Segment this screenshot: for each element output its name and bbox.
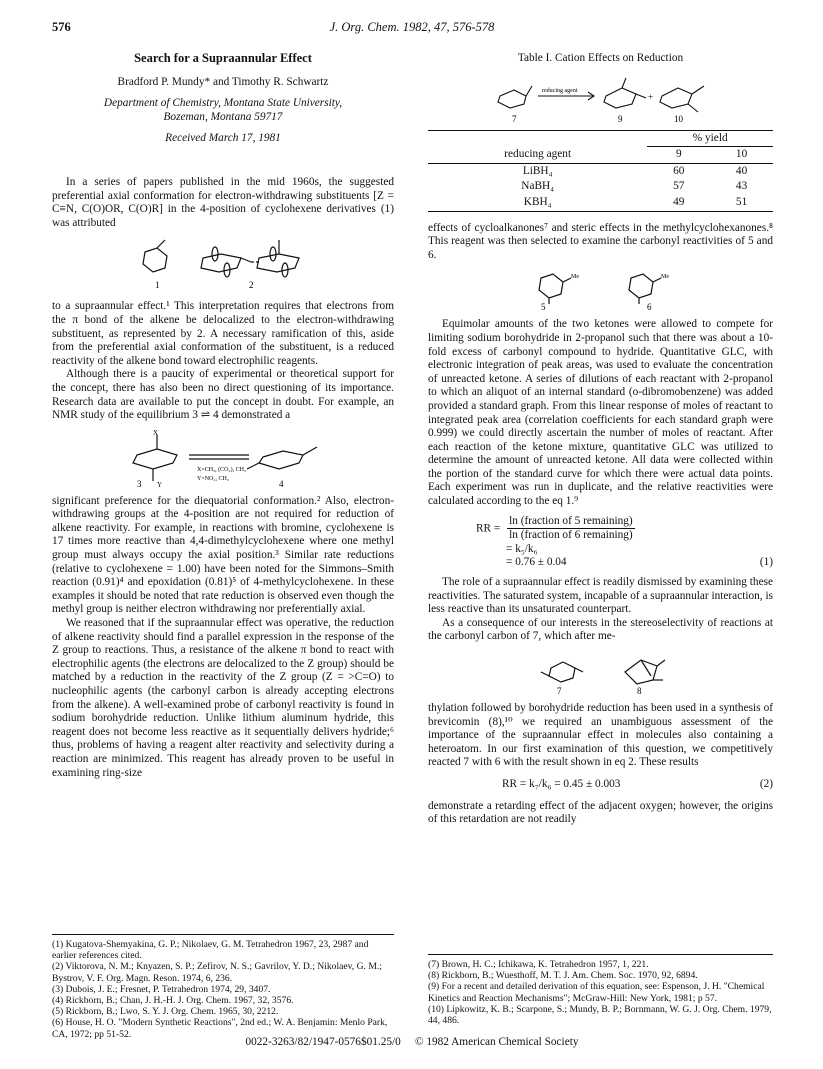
authors: Bradford P. Mundy* and Timothy R. Schwartz — [117, 75, 329, 88]
compound-label-5: 5 — [540, 302, 545, 313]
condition-x: X=CH₃, (CO₂), CH₃ — [197, 466, 246, 473]
footnotes-right — [428, 954, 773, 1026]
substituent-x: X — [153, 428, 159, 437]
footnotes-left — [52, 934, 394, 1040]
structure-3-4-equilibrium — [113, 429, 333, 489]
footnote: (1) Kugatova-Shemyakina, G. P.; Nikolaev, G. M. Tetrahedron 1967, 23, 2987 and earlier references cited. — [52, 939, 369, 962]
compound-label-9: 9 — [617, 113, 622, 124]
paragraph-9: As a consequence of our interests in the stereoselectivity of reactions at the carbonyl carbon of 7, which after me- — [428, 616, 773, 643]
yield-header: % yield — [647, 130, 773, 147]
compound-label-8: 8 — [636, 686, 641, 696]
footnote: (2) Viktorova, N. M.; Knyazen, S. P.; Zefirov, N. S.; Gavrilov, Y. D.; Nikolaev, G. M.; Bystrov, V. F. Org. Magn. Reson. 1974, 6, 236. — [52, 961, 382, 984]
structure-label-3: 3 — [137, 478, 142, 489]
plus-sign: + — [647, 91, 653, 102]
condition-y: Y=NO₂, CH₃ — [197, 475, 229, 482]
footnote: (7) Brown, H. C.; Ichikawa, K. Tetrahedron 1957, 1, 221. — [428, 959, 649, 970]
structure-5-6-diagram — [501, 268, 701, 312]
eq1-denominator: ln (fraction of 6 remaining) — [509, 529, 633, 542]
compound-label-6: 6 — [646, 302, 651, 313]
page-header — [52, 20, 772, 38]
compound-label-7: 7 — [511, 113, 516, 124]
page-number: 576 — [52, 20, 71, 34]
eq1-line-2: = k₅/k₆ — [506, 542, 538, 555]
paragraph-1: In a series of papers published in the mid 1960s, the suggested preferential axial conformation for electron-withdrawing substituents [Z = C≡N, C(O)OR, C(O)R] in the 4-position of cyclohexene derivatives (1) was attributed — [52, 175, 394, 229]
page-footer — [52, 1036, 772, 1048]
affiliation — [52, 97, 394, 124]
equation-2 — [428, 778, 773, 792]
methyl-label-6: Me — [660, 274, 669, 281]
left-column — [52, 52, 394, 780]
col-header-10: 10 — [735, 148, 748, 161]
paragraph-10: thylation followed by borohydride reduction has been used in a synthesis of brevicomin (8),¹⁰ we required an unambiguous assessment of the importance of the supraannular effect in molecules also containing a heteroatom. In our first examination of this question, we competitively reacted 7 with 6 with the result shown in eq 2. These results — [428, 702, 773, 769]
reducing-agent-label: reducing agent — [541, 87, 577, 94]
article-code: 0022-3263/82/1947-0576$01.25/0 — [245, 1036, 401, 1048]
eq1-number: (1) — [759, 556, 773, 569]
footnote: (9) For a recent and detailed derivation of this equation, see: Espenson, J. H. "Chemical Kinetics and Reaction Mechanisms"; McGraw-Hill: New York, 1981; p 57. — [428, 981, 765, 1004]
col-header-9: 9 — [675, 148, 682, 161]
paragraph-4: significant preference for the diequatorial conformation.² Also, electron-withdrawing groups at the 4-position are not required for reduction of alkene reactivity. For example, in reactions with bromine, cyclohexene is 17 times more reactive than 4,4-dimethylcyclohexene where one methyl group must always occupy the axial position.³ Similar rate reductions (relative to cyclohexene = 1.00) have been noted for the Simmons–Smith reaction (0.91)⁴ and epoxidation (0.81)⁵ of 4-methylcyclohexene. In these examples it should be noted that rate reduction is observed even though the methyl group is neither electron withdrawing nor preferentially axial. — [52, 494, 394, 616]
right-column — [428, 52, 773, 827]
footnote: (6) House, H. O. "Modern Synthetic Reactions", 2nd ed.; W. A. Benjamin: Menlo Park, CA, 1972; pp 51-52. — [52, 1017, 388, 1040]
table-reaction-scheme — [476, 72, 726, 124]
table-row: KBH₄ 49 51 — [428, 195, 773, 211]
table-row: LiBH₄ 60 40 — [522, 164, 748, 177]
footnote: (8) Rickborn, B.; Wuesthoff, M. T. J. Am. Chem. Soc. 1970, 92, 6894. — [428, 970, 698, 982]
compound-label-10: 10 — [673, 113, 683, 124]
eq1-line-3: = 0.76 ± 0.04 — [506, 556, 567, 569]
footnote: (10) Lipkowitz, K. B.; Scarpone, S.; Mundy, B. P.; Bornmann, W. G. J. Org. Chem. 1979, 44, 486. — [428, 1003, 772, 1027]
substituent-y: Y — [157, 480, 163, 489]
table-title: Table I. Cation Effects on Reduction — [517, 52, 684, 64]
paragraph-3: Although there is a paucity of experimental or theoretical support for the concept, there has also been no direct questioning of its importance. Research data are available to put the concept in doubt. For example, an NMR study of the equilibrium 3 ⇌ 4 demonstrated a — [52, 368, 394, 422]
paragraph-7: Equimolar amounts of the two ketones were allowed to compete for limiting sodium borohydride in 2-propanol such that there was about a 10-fold excess of carbonyl compound to hydride. Quantitative GLC, with electronic integration of peak areas, was used to evaluate the concentration of unreacted ketone. A series of dilutions of each reactant with 2-propanol to which an aliquot of an internal standard (o-dibromobenzene) was added provided a standard graph. From this linear response of moles of reactant to integrated peak area (correlation coefficients for each standard graph were 0.999) we could directly ascertain the number of moles of reactant. After each reaction of the ketone mixture, quantitative GLC was utilized to determine the amount of unreacted ketone. All data were collected within the portion of the standard curve for which there were actual data points. Each experiment was run in duplicate, and the relative reactivities were calculated according to the eq 1.⁹ — [428, 318, 773, 508]
structure-label-1: 1 — [155, 280, 160, 291]
cation-effects-table — [428, 130, 773, 212]
journal-citation: J. Org. Chem. 1982, 47, 576-578 — [329, 20, 495, 34]
paragraph-6: effects of cycloalkanones⁷ and steric effects in the methylcyclohexanones.⁸ This reagent was then selected to examine the carbonyl reactivities of 5 and 6. — [428, 221, 773, 261]
col-header-agent: reducing agent — [504, 147, 572, 160]
received-date: Received March 17, 1981 — [165, 132, 281, 145]
footnote: (5) Rickborn, B.; Lwo, S. Y. J. Org. Chem. 1965, 30, 2212. — [52, 1006, 279, 1018]
structure-label-4: 4 — [279, 478, 284, 489]
eq2-number: (2) — [759, 777, 773, 790]
equation-1 — [428, 515, 773, 570]
table-row: NaBH₄ 57 43 — [521, 180, 748, 193]
eq1-numerator: ln (fraction of 5 remaining) — [507, 515, 635, 530]
affiliation-line-1: Department of Chemistry, Montana State University, — [103, 97, 343, 110]
paragraph-11: demonstrate a retarding effect of the adjacent oxygen; however, the origins of this retardation are not readily — [428, 799, 773, 826]
paragraph-8: The role of a supraannular effect is readily dismissed by examining these reactivities. The saturated system, incapable of a supraannular interaction, is less reactive than its unsaturated counterpart. — [428, 576, 773, 616]
methyl-label-5: Me — [570, 274, 579, 281]
footnote: (4) Rickborn, B.; Chan, J. H.-H. J. Org. Chem. 1967, 32, 3576. — [52, 995, 294, 1007]
copyright: © 1982 American Chemical Society — [414, 1036, 579, 1048]
structure-label-2: 2 — [249, 280, 254, 291]
eq2-body: RR = k₇/k₆ = 0.45 ± 0.003 — [502, 777, 621, 790]
compound-label-7b: 7 — [556, 686, 561, 696]
paragraph-5: We reasoned that if the supraannular effect was operative, the reduction of alkene reactivity should find a parallel expression in the response of the Z group to reactions. Thus, a resistance of the alkene π bond to react with electrophilic agents (the electrons are delocalized to the Z group) should be matched by a reduction in the reactivity of the Z group (Z = >C=O) to nucleophilic agents (the carbonyl carbon is already accepting electrons from the alkene). A well-examined probe of carbonyl reactivity is found in sodium borohydride reduction. Unlike lithium aluminum hydride, this reagent does not become less reactive as it sequentially delivers hydride;⁶ thus, problems of having a reagent alter reactivity and selectivity during a reaction are minimized. This reagent has already proven to be useful in examining ring-size — [52, 617, 394, 779]
structure-1-2-diagram — [123, 236, 323, 294]
paragraph-2: to a supraannular effect.¹ This interpretation requires that electrons from the π bond of the alkene be delocalized to the electron-withdrawing substituent, as represented by 2. A necessary ramification of this, aside from the preferential axial conformation of the substituent, is a reduced reactivity of the alkene bond toward electrophilic reagents. — [52, 300, 394, 367]
structure-7-8-diagram — [501, 650, 701, 696]
eq1-lhs: RR = — [476, 522, 501, 535]
eq1-fraction — [507, 515, 635, 543]
article-title: Search for a Supraannular Effect — [134, 51, 312, 65]
affiliation-line-2: Bozeman, Montana 59717 — [163, 110, 283, 123]
footnote: (3) Dubois, J. E.; Fresnet, P. Tetrahedron 1974, 29, 3407. — [52, 983, 271, 995]
